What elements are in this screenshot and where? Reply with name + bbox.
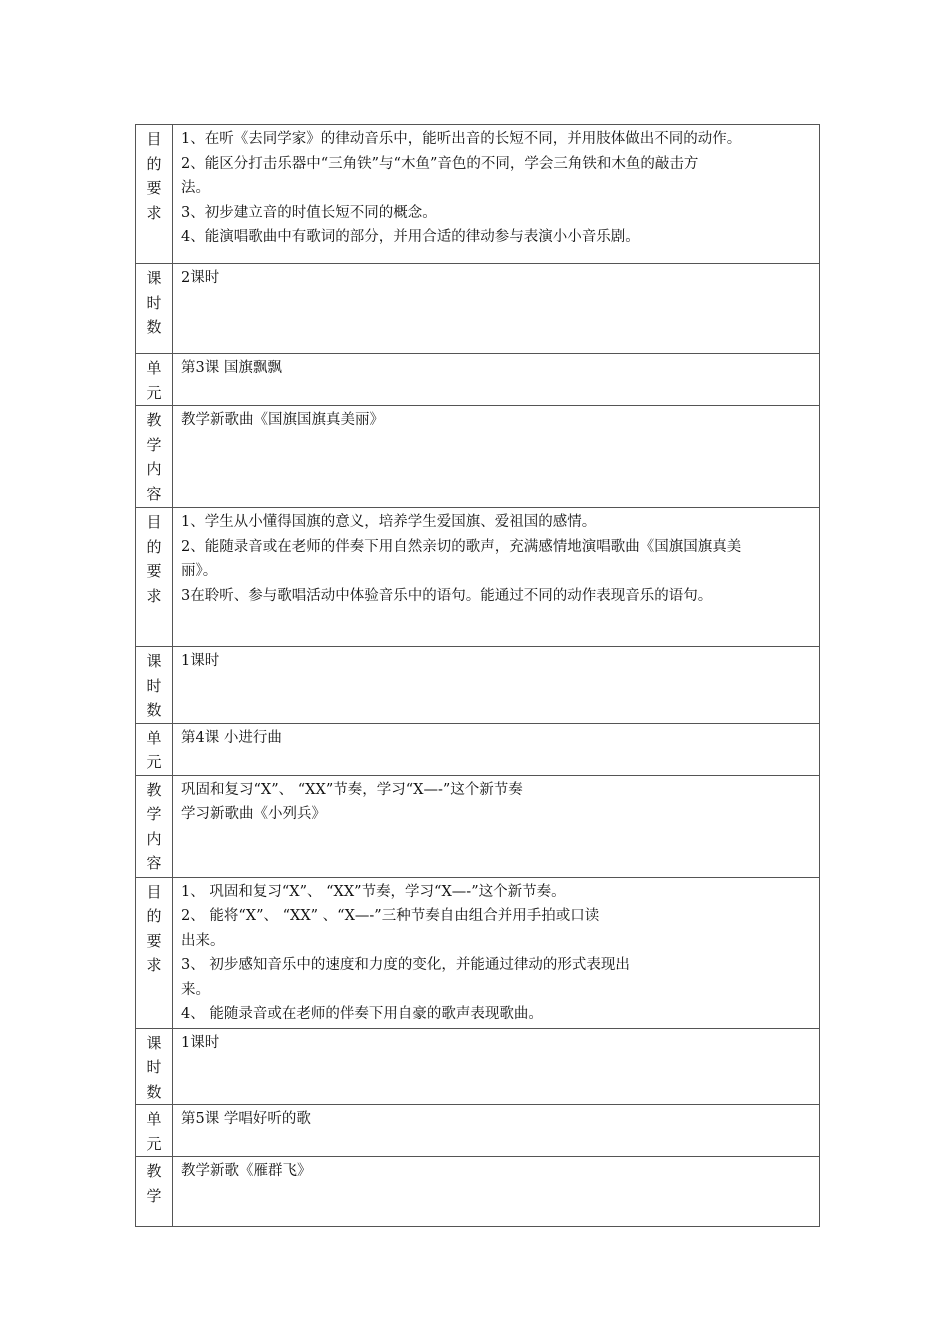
row-label-char: 的	[146, 537, 162, 556]
row-label-char: 时	[146, 676, 162, 695]
row-content-cell	[173, 1157, 820, 1227]
row-label-char: 数	[146, 1082, 162, 1101]
row-label-char: 课	[146, 269, 162, 287]
row-label-char: 内	[146, 460, 162, 478]
row-label	[136, 1157, 172, 1208]
row-label	[136, 776, 172, 876]
table-row	[136, 647, 820, 724]
content-line: 第3课 国旗飘飘	[181, 360, 282, 376]
content-line: 1课时	[181, 653, 220, 669]
table-row	[136, 877, 820, 1028]
table-row	[136, 406, 820, 508]
row-label-cell	[136, 723, 173, 775]
content-line: 教学新歌曲《国旗国旗真美丽》	[181, 412, 384, 428]
row-label-char: 的	[146, 907, 162, 925]
row-label-char: 目	[146, 882, 162, 901]
row-content-cell	[173, 775, 820, 877]
content-line: 巩固和复习“X”、 “XX”节奏，学习“X—-”这个新节奏	[181, 781, 523, 798]
row-label-char: 时	[146, 1058, 162, 1076]
row-label	[136, 724, 172, 775]
row-label-char: 目	[146, 130, 162, 148]
row-label-char: 要	[146, 931, 162, 950]
table-row	[136, 125, 820, 264]
content-line: 法。	[181, 180, 210, 196]
row-label-char: 元	[146, 753, 162, 771]
row-label-char: 单	[146, 728, 162, 747]
row-label-char: 求	[146, 956, 162, 974]
content-line: 来。	[181, 981, 210, 998]
row-content-cell	[173, 1105, 820, 1157]
row-label-char: 学	[146, 435, 162, 454]
content-line: 1、 巩固和复习“X”、 “XX”节奏，学习“X—-”这个新节奏。	[181, 883, 566, 900]
row-label-char: 要	[146, 562, 162, 580]
row-label-cell	[136, 508, 173, 647]
row-label-char: 单	[146, 1110, 162, 1128]
row-label-char: 数	[146, 701, 162, 719]
row-label	[136, 647, 172, 723]
content-line: 1、在听《去同学家》的律动音乐中，能听出音的长短不同，并用肢体做出不同的动作。	[181, 131, 742, 147]
row-label	[136, 406, 172, 506]
row-label-char: 容	[146, 854, 162, 872]
content-line: 4、 能随录音或在老师的伴奏下用自豪的歌声表现歌曲。	[181, 1006, 543, 1022]
row-label-char: 数	[146, 318, 162, 336]
row-label	[136, 354, 172, 405]
row-label-char: 求	[146, 203, 162, 222]
row-label-char: 教	[146, 1162, 162, 1180]
row-label-char: 教	[146, 780, 162, 799]
content-line: 第4课 小进行曲	[181, 729, 282, 746]
row-label-char: 课	[146, 1033, 162, 1052]
table-row	[136, 264, 820, 354]
row-content-cell	[173, 1028, 820, 1105]
table-row	[136, 354, 820, 406]
content-line: 2、能区分打击乐器中“三角铁”与“木鱼”音色的不同，学会三角铁和木鱼的敲击方	[181, 155, 699, 172]
table-row	[136, 1028, 820, 1105]
row-label-char: 求	[146, 586, 162, 605]
table-row	[136, 508, 820, 647]
row-label-cell	[136, 1157, 173, 1227]
content-line: 1课时	[181, 1034, 220, 1051]
row-content-cell	[173, 406, 820, 508]
content-line: 3、 初步感知音乐中的速度和力度的变化，并能通过律动的形式表现出	[181, 957, 630, 973]
row-label-char: 时	[146, 293, 162, 312]
row-label	[136, 264, 172, 340]
row-label-char: 学	[146, 1186, 162, 1205]
content-line: 出来。	[181, 932, 225, 949]
row-content-cell	[173, 647, 820, 724]
content-line: 丽》。	[181, 563, 218, 579]
row-content-cell	[173, 354, 820, 406]
row-label	[136, 508, 172, 608]
row-label-cell	[136, 877, 173, 1028]
row-label-cell	[136, 1105, 173, 1157]
row-label-char: 内	[146, 829, 162, 848]
row-label	[136, 1105, 172, 1156]
content-line: 学习新歌曲《小列兵》	[181, 806, 326, 822]
content-line: 3在聆听、参与歌唱活动中体验音乐中的语句。能通过不同的动作表现音乐的语句。	[181, 587, 713, 604]
content-line: 3、初步建立音的时值长短不同的概念。	[181, 204, 437, 221]
row-label-char: 教	[146, 411, 162, 429]
row-label-cell	[136, 354, 173, 406]
row-label-char: 元	[146, 383, 162, 402]
row-label-char: 要	[146, 179, 162, 197]
row-content-cell	[173, 877, 820, 1028]
row-content-cell	[173, 125, 820, 264]
row-label-char: 的	[146, 154, 162, 173]
row-label-char: 单	[146, 359, 162, 377]
table-row	[136, 1105, 820, 1157]
row-label-cell	[136, 264, 173, 354]
row-label-cell	[136, 775, 173, 877]
content-line: 1、学生从小懂得国旗的意义，培养学生爱国旗、爱祖国的感情。	[181, 514, 597, 530]
table-row	[136, 723, 820, 775]
content-line: 2、 能将“X”、 “XX” 、“X—-”三种节奏自由组合并用手拍或口读	[181, 908, 600, 924]
table-row	[136, 1157, 820, 1227]
content-line: 2课时	[181, 270, 220, 286]
lesson-plan-table	[135, 124, 820, 1227]
row-label-char: 目	[146, 513, 162, 531]
row-label-cell	[136, 647, 173, 724]
content-line: 2、能随录音或在老师的伴奏下用自然亲切的歌声，充满感情地演唱歌曲《国旗国旗真美	[181, 538, 742, 555]
row-content-cell	[173, 264, 820, 354]
row-label	[136, 878, 172, 978]
row-label-char: 课	[146, 652, 162, 670]
content-line: 4、能演唱歌曲中有歌词的部分，并用合适的律动参与表演小小音乐剧。	[181, 229, 640, 245]
content-line: 第5课 学唱好听的歌	[181, 1111, 311, 1127]
row-content-cell	[173, 723, 820, 775]
row-label-char: 学	[146, 805, 162, 823]
row-label	[136, 1029, 172, 1105]
row-label-char: 元	[146, 1134, 162, 1153]
row-label-cell	[136, 406, 173, 508]
content-line: 教学新歌《雁群飞》	[181, 1163, 312, 1179]
row-label-char: 容	[146, 484, 162, 503]
row-label-cell	[136, 125, 173, 264]
row-label-cell	[136, 1028, 173, 1105]
table-row	[136, 775, 820, 877]
row-label	[136, 125, 172, 225]
row-content-cell	[173, 508, 820, 647]
